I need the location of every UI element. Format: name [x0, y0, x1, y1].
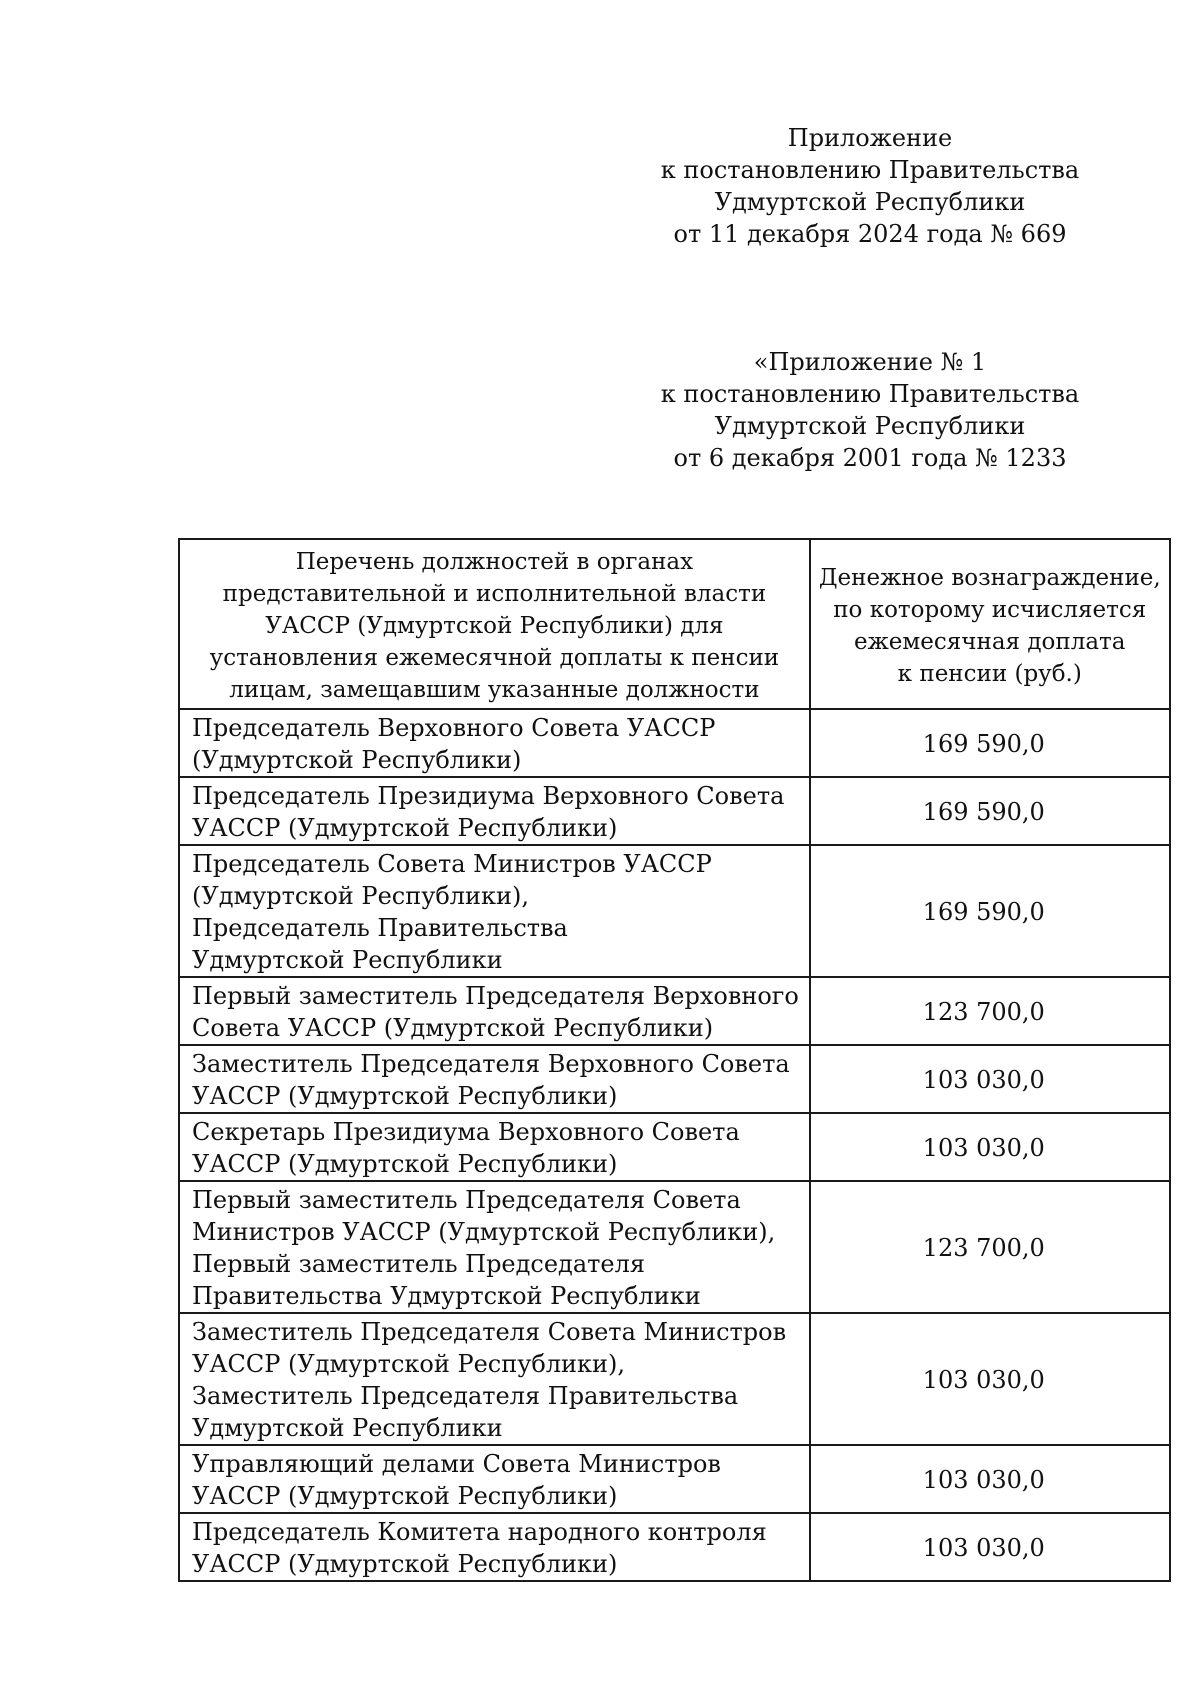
original-appendix-republic-line: Удмуртской Республики — [714, 412, 1026, 440]
amount-cell: 103 030,0 — [810, 1113, 1170, 1181]
table-row — [179, 1045, 1170, 1113]
position-cell — [179, 1313, 810, 1445]
table-row — [179, 977, 1170, 1045]
amount-cell: 123 700,0 — [810, 977, 1170, 1045]
table-row — [179, 1445, 1170, 1513]
position-line: Председатель Совета Министров УАССР — [192, 850, 712, 878]
position-line: УАССР (Удмуртской Республики) — [192, 1082, 618, 1110]
position-cell — [179, 1181, 810, 1313]
position-line: Правительства Удмуртской Республики — [192, 1282, 701, 1310]
table-row — [179, 845, 1170, 977]
amount-cell: 123 700,0 — [810, 1181, 1170, 1313]
amount-cell: 103 030,0 — [810, 1513, 1170, 1581]
position-line: Первый заместитель Председателя — [192, 1250, 646, 1278]
position-cell — [179, 845, 810, 977]
position-line: УАССР (Удмуртской Республики), — [192, 1350, 626, 1378]
table-row — [179, 1313, 1170, 1445]
appendix-header — [640, 122, 1100, 250]
table-row — [179, 1181, 1170, 1313]
appendix-republic-line: Удмуртской Республики — [714, 188, 1026, 216]
table-row — [179, 709, 1170, 777]
position-line: УАССР (Удмуртской Республики) — [192, 814, 618, 842]
position-line: Первый заместитель Председателя Верховного — [192, 982, 799, 1010]
amount-cell: 169 590,0 — [810, 777, 1170, 845]
position-line: Заместитель Председателя Правительства — [192, 1382, 739, 1410]
position-cell — [179, 1113, 810, 1181]
table-header-row — [179, 539, 1170, 709]
position-line: Председатель Комитета народного контроля — [192, 1518, 767, 1546]
position-line: Секретарь Президиума Верховного Совета — [192, 1118, 740, 1146]
appendix-title: Приложение — [787, 124, 953, 152]
position-cell — [179, 1513, 810, 1581]
position-line: (Удмуртской Республики), — [192, 882, 530, 910]
position-line: Председатель Верховного Совета УАССР — [192, 714, 716, 742]
position-line: Удмуртской Республики — [192, 946, 503, 974]
position-line: УАССР (Удмуртской Республики) — [192, 1550, 618, 1578]
table-body — [179, 709, 1170, 1581]
positions-table — [178, 538, 1171, 1582]
position-line: УАССР (Удмуртской Республики) — [192, 1482, 618, 1510]
appendix-resolution-line: к постановлению Правительства — [660, 156, 1080, 184]
original-appendix-date-number: от 6 декабря 2001 года № 1233 — [673, 444, 1067, 472]
position-line: Управляющий делами Совета Министров — [192, 1450, 721, 1478]
position-cell — [179, 709, 810, 777]
table-row — [179, 777, 1170, 845]
original-appendix-header — [640, 346, 1100, 474]
position-cell — [179, 1445, 810, 1513]
amount-cell: 103 030,0 — [810, 1445, 1170, 1513]
position-column-header: Перечень должностей в органах представительной и исполнительной власти УАССР (Удмуртской Республики) для установления ежемесячной доплаты к пенсии лицам, замещавшим указанные должности — [179, 539, 810, 709]
original-appendix-title: «Приложение № 1 — [753, 348, 987, 376]
amount-column-header: Денежное вознаграждение, по которому исчисляется ежемесячная доплата к пенсии (руб.) — [810, 539, 1170, 709]
amount-cell: 169 590,0 — [810, 709, 1170, 777]
position-line: Заместитель Председателя Верховного Совета — [192, 1050, 790, 1078]
position-line: Председатель Правительства — [192, 914, 568, 942]
position-cell — [179, 977, 810, 1045]
appendix-date-number: от 11 декабря 2024 года № 669 — [673, 220, 1067, 248]
position-line: (Удмуртской Республики) — [192, 746, 522, 774]
position-line: Удмуртской Республики — [192, 1414, 503, 1442]
table-row — [179, 1113, 1170, 1181]
original-appendix-resolution-line: к постановлению Правительства — [660, 380, 1080, 408]
position-line: Заместитель Председателя Совета Министров — [192, 1318, 787, 1346]
position-line: Председатель Президиума Верховного Совета — [192, 782, 785, 810]
position-line: Министров УАССР (Удмуртской Республики), — [192, 1218, 776, 1246]
position-line: Первый заместитель Председателя Совета — [192, 1186, 741, 1214]
position-cell — [179, 1045, 810, 1113]
amount-cell: 169 590,0 — [810, 845, 1170, 977]
position-cell — [179, 777, 810, 845]
position-line: Совета УАССР (Удмуртской Республики) — [192, 1014, 714, 1042]
position-line: УАССР (Удмуртской Республики) — [192, 1150, 618, 1178]
amount-cell: 103 030,0 — [810, 1313, 1170, 1445]
amount-cell: 103 030,0 — [810, 1045, 1170, 1113]
table-row — [179, 1513, 1170, 1581]
